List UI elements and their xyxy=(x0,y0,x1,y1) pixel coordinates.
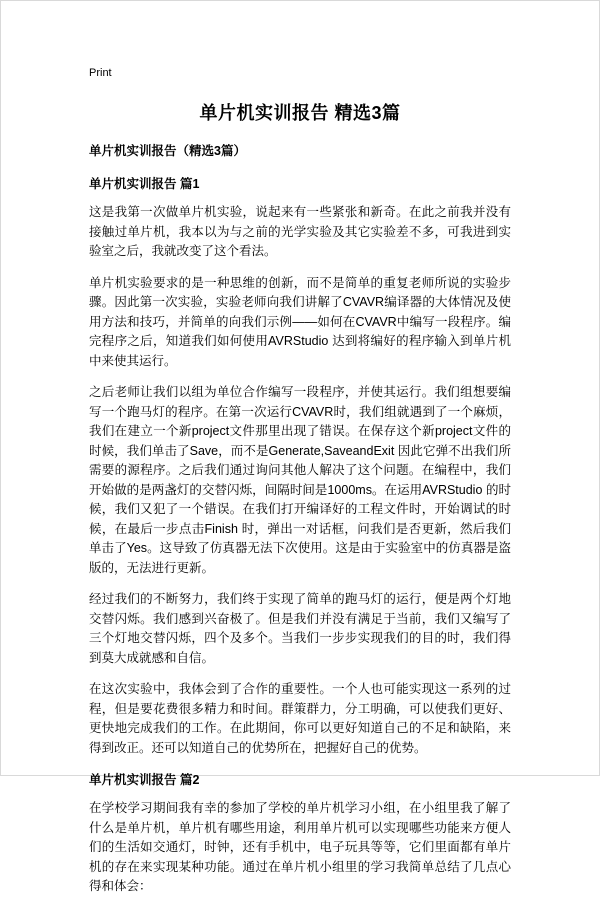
section-2-heading: 单片机实训报告 篇2 xyxy=(89,773,200,787)
paragraph: 在这次实验中，我体会到了合作的重要性。一个人也可能实现这一系列的过程，但是要花费很多精力和时间。群策群力，分工明确，可以使我们更好、更快地完成我们的工作。在此期间，你可以更好知道自己的不足和缺陷，来得到改正。还可以知道自己的优势所在，把握好自己的优势。 xyxy=(89,682,511,755)
section-1-heading: 单片机实训报告 篇1 xyxy=(89,177,200,191)
section-1 xyxy=(89,174,511,758)
paragraph: 这是我第一次做单片机实验，说起来有一些紧张和新奇。在此之前我并没有接触过单片机，我本以为与之前的光学实验及其它实验差不多，可我进到实验室之后，我就改变了这个看法。 xyxy=(89,205,511,258)
paragraph: 经过我们的不断努力，我们终于实现了简单的跑马灯的运行，便是两个灯地交替闪烁。我们感到兴奋极了。但是我们并没有满足于当前，我们又编写了三个灯地交替闪烁，四个及多个。当我们一步步实现我们的目的时，我们得到莫大成就感和自信。 xyxy=(89,592,511,665)
page-title: 单片机实训报告 精选3篇 xyxy=(199,103,401,123)
print-link[interactable]: Print xyxy=(89,67,112,79)
document-subtitle: 单片机实训报告（精选3篇） xyxy=(89,144,246,158)
document-page xyxy=(1,1,599,897)
paragraph: 单片机实验要求的是一种思维的创新，而不是简单的重复老师所说的实验步骤。因此第一次实验，实验老师向我们讲解了CVAVR编译器的大体情况及使用方法和技巧，并简单的向我们示例——如何在CVAVR中编写一段程序。编完程序之后，知道我们如何使用AVRStudio 达到将编好的程序输入到单片机中来使其运行。 xyxy=(89,275,511,368)
section-2 xyxy=(89,770,511,897)
paragraph: 在学校学习期间我有幸的参加了学校的单片机学习小组，在小组里我了解了什么是单片机，单片机有哪些用途，利用单片机可以实现哪些功能来方便人们的生活如交通灯，时钟，还有手机中，电子玩具等等，它们里面都有单片机的存在来实现某种功能。通过在单片机小组里的学习我简单总结了几点心得和体会： xyxy=(89,801,511,893)
paragraph: 之后老师让我们以组为单位合作编写一段程序，并使其运行。我们组想要编写一个跑马灯的程序。在第一次运行CVAVR时，我们组就遇到了一个麻烦，我们在建立一个新project文件那里出现了错误。在保存这个新project文件的时候，我们单击了Save，而不是Generate,SaveandExit 因此它弹不出我们所需要的源程序。之后我们通过询问其他人解决了这个问题。在编程中，我们开始做的是两盏灯的交替闪烁，间隔时间是1000ms。在运用AVRStudio 的时候，我们又犯了一个错误。在我们打开编译好的工程文件时，开始调试的时候，在最后一步点击Finish 时，弹出一对话框，问我们是否更新，然后我们单击了Yes。这导致了仿真器无法下次使用。这是由于实验室中的仿真器是盗版的，无法进行更新。 xyxy=(89,385,511,575)
